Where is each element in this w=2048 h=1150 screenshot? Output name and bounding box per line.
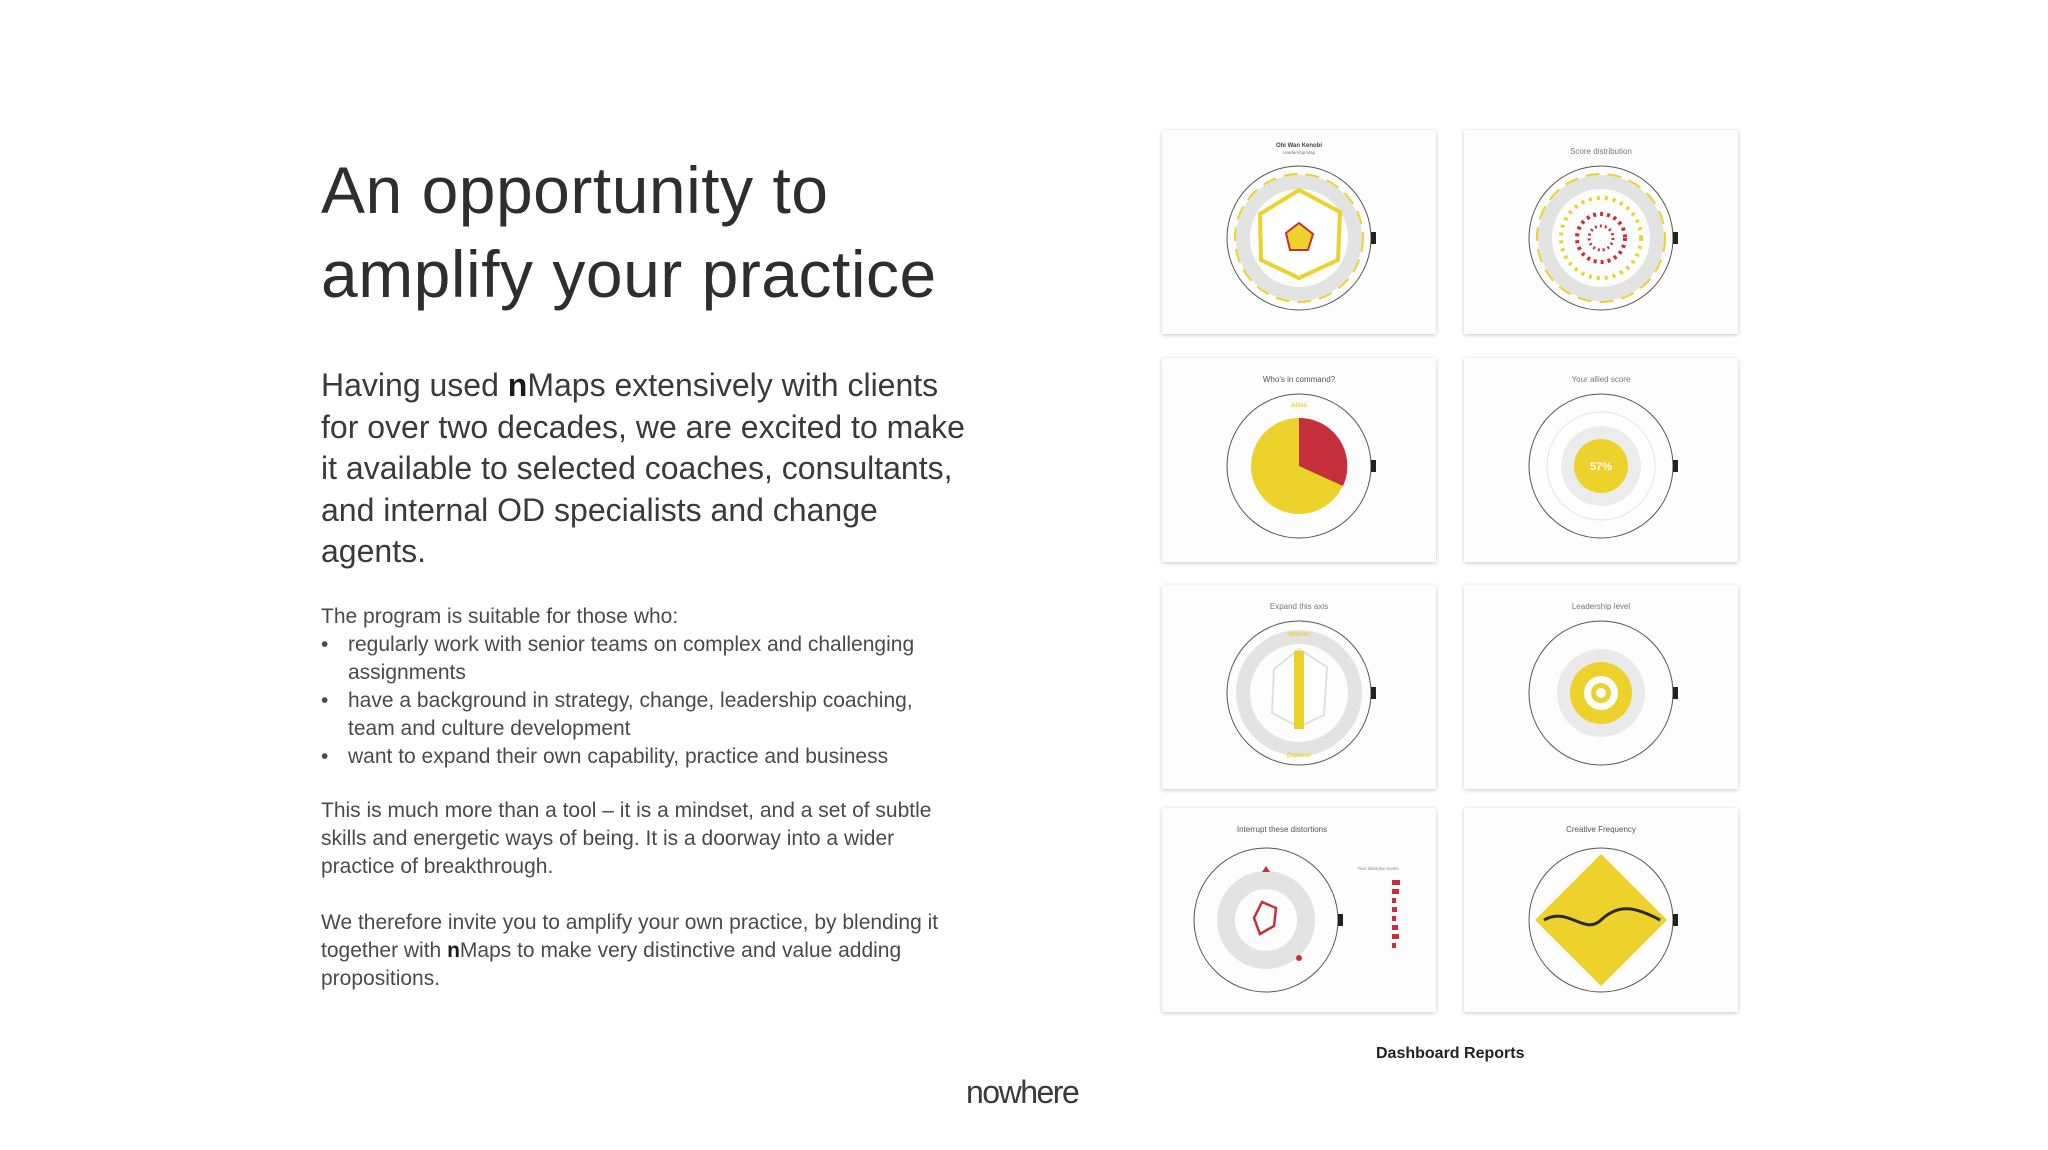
report-card-radar-map xyxy=(1162,130,1436,334)
distortion-bar xyxy=(1392,880,1400,885)
report-card-allied-score xyxy=(1464,358,1738,562)
title-line-2: amplify your practice xyxy=(321,237,937,311)
report-card-creative-frequency xyxy=(1464,808,1738,1012)
suitability-list xyxy=(321,631,961,771)
allied-score-value: 57% xyxy=(1589,461,1613,473)
distortion-bar xyxy=(1392,889,1399,894)
report-title: Creative Frequency xyxy=(1566,825,1636,834)
report-card-command-pie xyxy=(1162,358,1436,562)
report-title: Your allied score xyxy=(1571,375,1631,384)
distortion-bar xyxy=(1392,925,1398,930)
report-card-distortions xyxy=(1162,808,1436,1012)
distortion-bar xyxy=(1392,916,1396,921)
distortion-bar xyxy=(1392,934,1399,939)
axis-top-label: Warrior xyxy=(1288,632,1310,638)
report-title: Who's in command? xyxy=(1262,375,1336,384)
mindset-paragraph: This is much more than a tool – it is a mindset, and a set of subtle skills and energetic ways of being. It is a doorway into a wider practice of breakthrough. xyxy=(321,799,932,878)
axis-bar xyxy=(1294,651,1304,729)
lead-paragraph: Having used nMaps extensively with clients for over two decades, we are excited to make it available to selected coaches, consultants, and internal OD specialists and change agents. xyxy=(321,367,965,569)
invitation-paragraph: We therefore invite you to amplify your own practice, by blending it together with nMaps to make very distinctive and value adding propositions. xyxy=(321,911,939,990)
page-title xyxy=(321,148,1021,316)
report-subtitle: Leadership Map xyxy=(1282,150,1316,155)
distortion-bar xyxy=(1392,907,1397,912)
report-card-expand-axis xyxy=(1162,585,1436,789)
report-card-score-distribution xyxy=(1464,130,1738,334)
dashboard-caption: Dashboard Reports xyxy=(1376,1045,1525,1062)
distortion-bar xyxy=(1392,943,1396,948)
distortion-bar xyxy=(1392,898,1396,903)
title-line-1: An opportunity to xyxy=(321,153,829,227)
report-title: Interrupt these distortions xyxy=(1236,825,1328,834)
report-title: Leadership level xyxy=(1571,602,1631,611)
distortion-bars xyxy=(1392,880,1400,948)
report-title: Expand this axis xyxy=(1269,602,1329,611)
report-title: Ohi Wan Kenobi xyxy=(1275,143,1323,149)
list-item: • have a background in strategy, change, leadership coaching, team and culture development xyxy=(321,687,961,743)
list-item: • want to expand their own capability, practice and business xyxy=(321,743,961,771)
ring-label: Allies xyxy=(1290,403,1308,409)
brand-n: n xyxy=(507,367,528,403)
report-card-leadership-level xyxy=(1464,585,1738,789)
distortion-legend-title: Your distortion levels xyxy=(1357,866,1399,871)
axis-bottom-label: Explorer xyxy=(1286,753,1312,759)
brand-n: n xyxy=(447,939,460,962)
distortion-shape xyxy=(1254,902,1276,934)
nowhere-logo: nowhere xyxy=(966,1074,1079,1110)
list-item: • regularly work with senior teams on complex and challenging assignments xyxy=(321,631,961,687)
program-intro: The program is suitable for those who: xyxy=(321,605,679,628)
report-title: Score distribution xyxy=(1570,147,1632,156)
